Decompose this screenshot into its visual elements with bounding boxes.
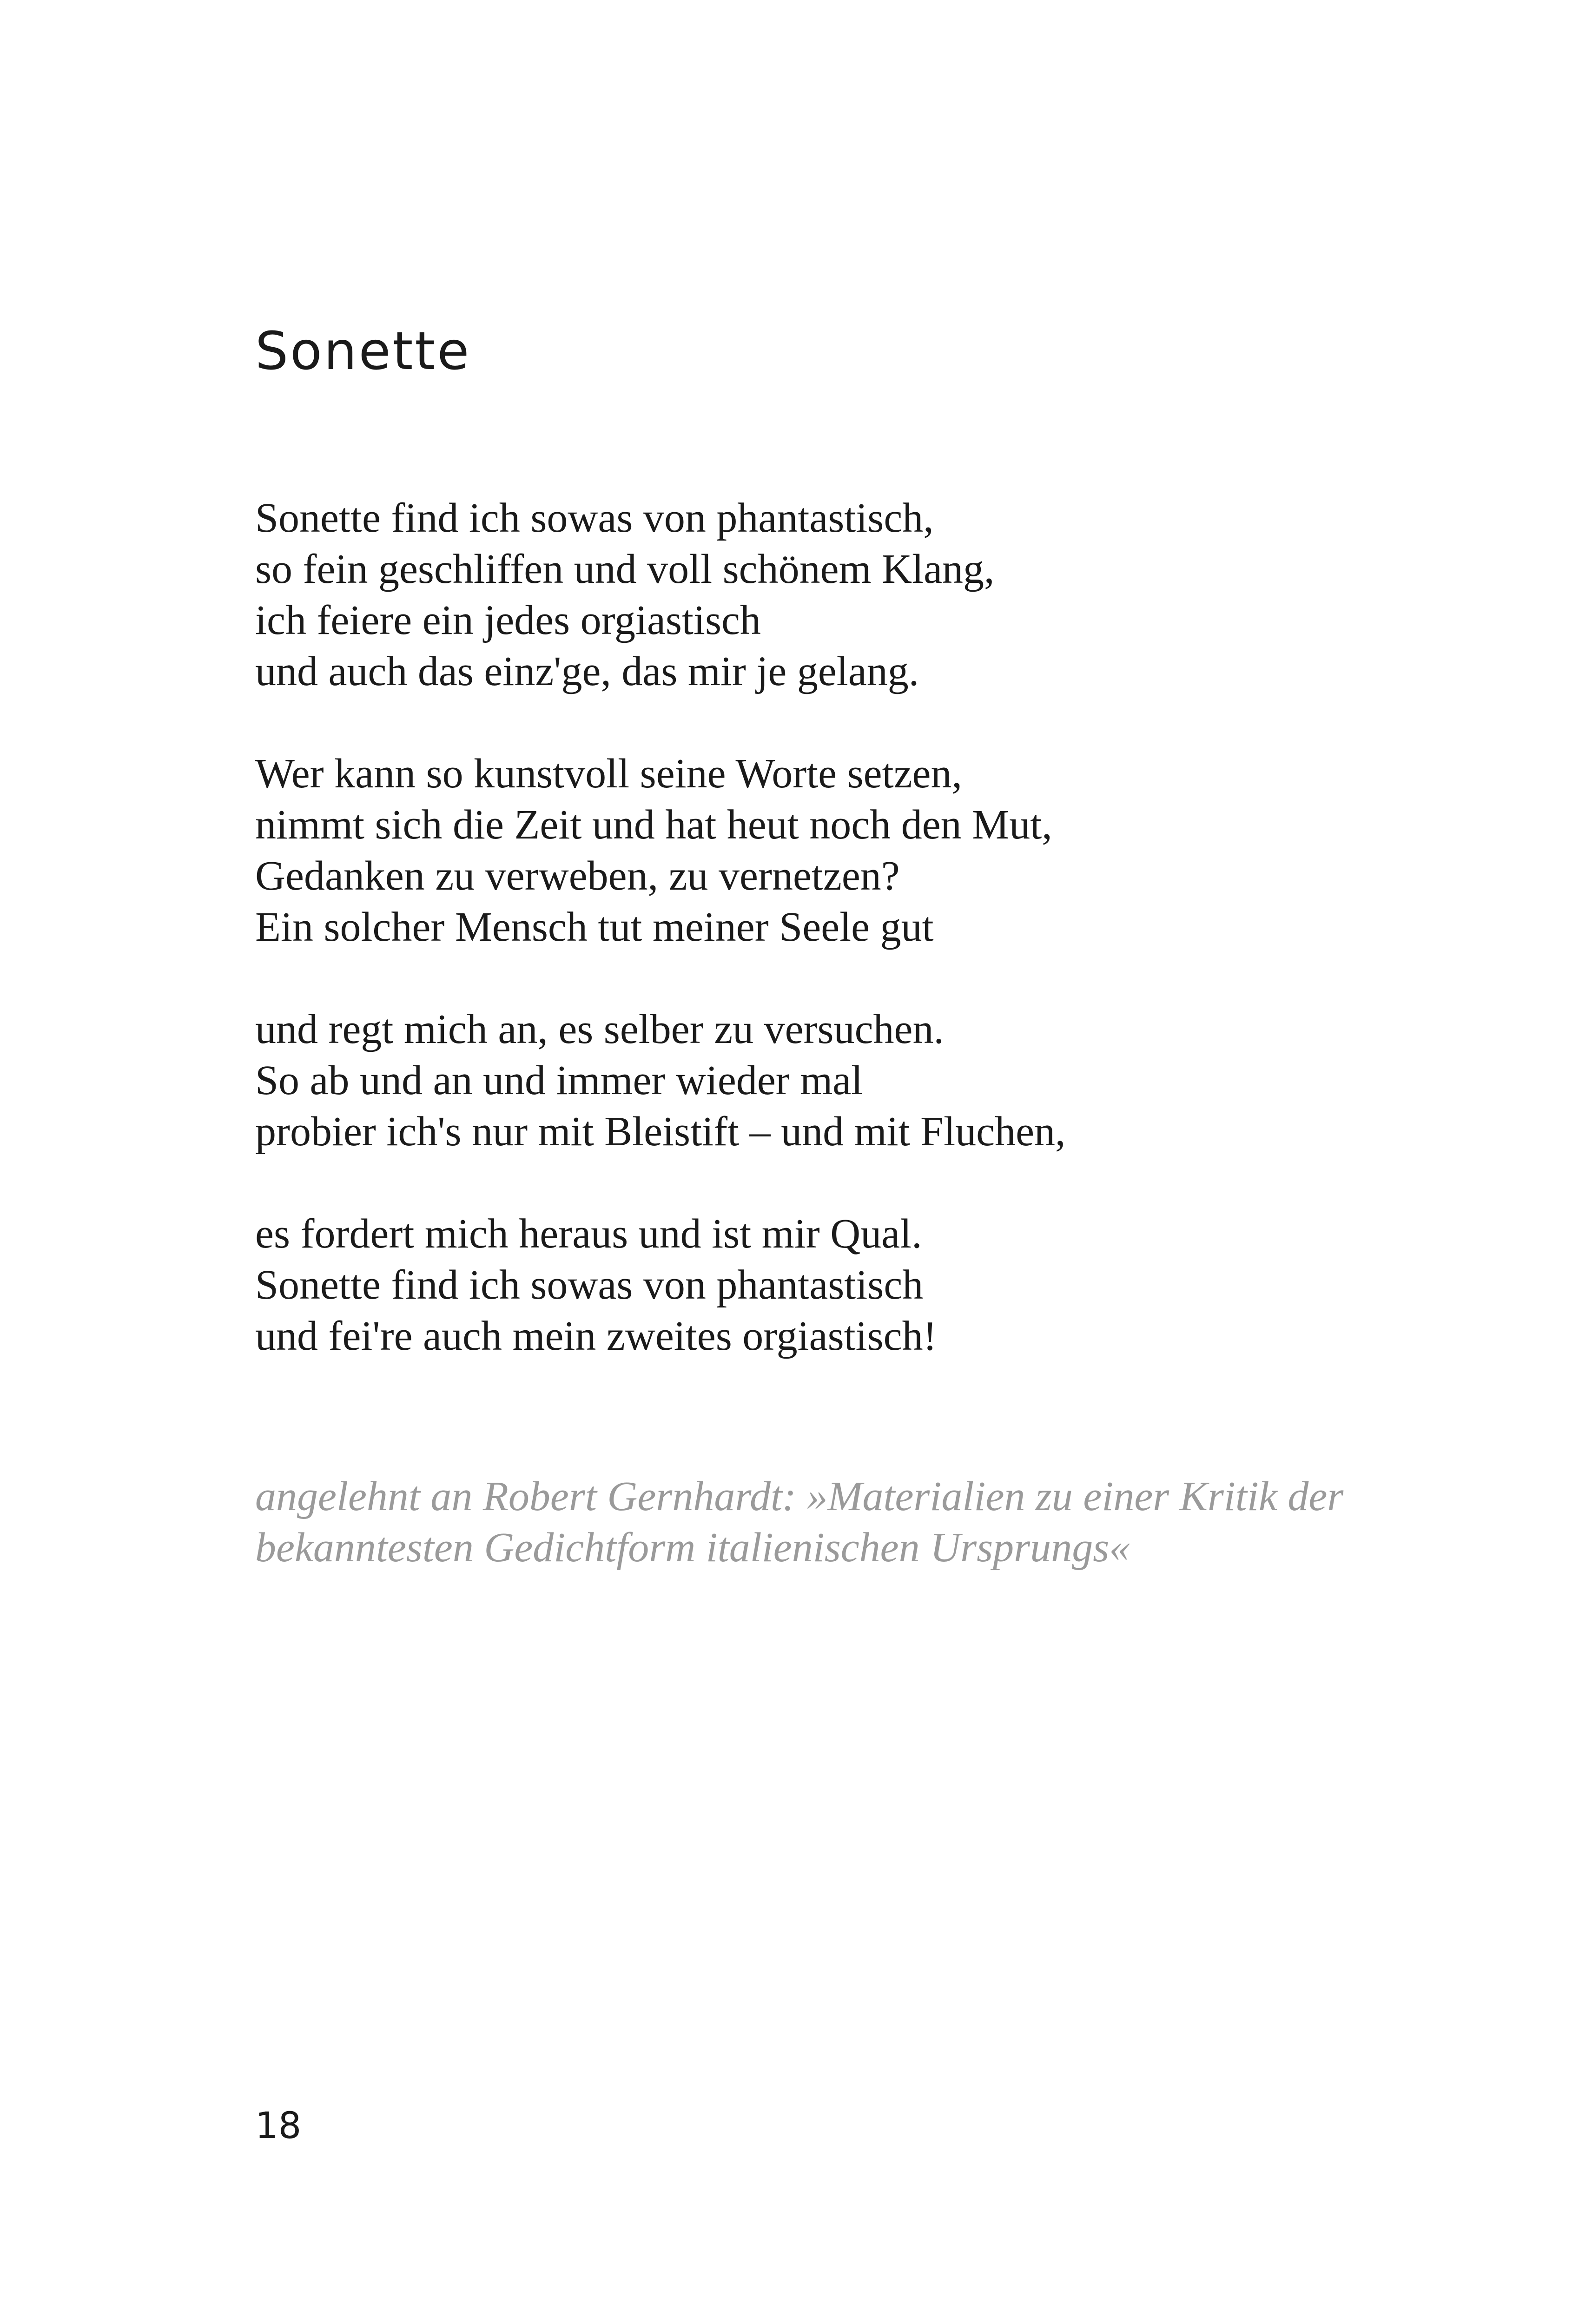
- poem-line: Ein solcher Mensch tut meiner Seele gut: [255, 904, 934, 950]
- page-number: 18: [255, 2105, 302, 2147]
- poem-line: so fein geschliffen und voll schönem Klang,: [255, 546, 995, 592]
- attribution-line: angelehnt an Robert Gernhardt: »Materialien zu einer Kritik der: [255, 1473, 1344, 1519]
- stanza-3: [255, 1004, 1417, 1157]
- stanza-spacer: [255, 1157, 1417, 1208]
- poem-line: probier ich's nur mit Bleistift – und mit Fluchen,: [255, 1109, 1066, 1155]
- poem-line: Gedanken zu verweben, zu vernetzen?: [255, 853, 900, 899]
- attribution-line: bekanntesten Gedichtform italienischen Ursprungs«: [255, 1525, 1130, 1571]
- attribution-note: [255, 1471, 1464, 1573]
- poem-line: So ab und an und immer wieder mal: [255, 1057, 863, 1103]
- poem-line: und fei're auch mein zweites orgiastisch!: [255, 1313, 937, 1359]
- poem-body: [255, 493, 1417, 1362]
- poem-line: Sonette find ich sowas von phantastisch,: [255, 495, 934, 541]
- poem-title: Sonette: [255, 321, 471, 382]
- stanza-spacer: [255, 953, 1417, 1004]
- poem-line: es fordert mich heraus und ist mir Qual.: [255, 1211, 922, 1257]
- stanza-1: [255, 493, 1417, 697]
- poem-line: ich feiere ein jedes orgiastisch: [255, 597, 761, 643]
- stanza-4: [255, 1208, 1417, 1362]
- poem-line: und auch das einz'ge, das mir je gelang.: [255, 648, 919, 694]
- poem-line: und regt mich an, es selber zu versuchen.: [255, 1006, 944, 1052]
- stanza-2: [255, 748, 1417, 953]
- stanza-spacer: [255, 697, 1417, 748]
- poem-line: Sonette find ich sowas von phantastisch: [255, 1262, 924, 1308]
- poem-line: Wer kann so kunstvoll seine Worte setzen,: [255, 751, 962, 797]
- poem-line: nimmt sich die Zeit und hat heut noch den Mut,: [255, 802, 1052, 848]
